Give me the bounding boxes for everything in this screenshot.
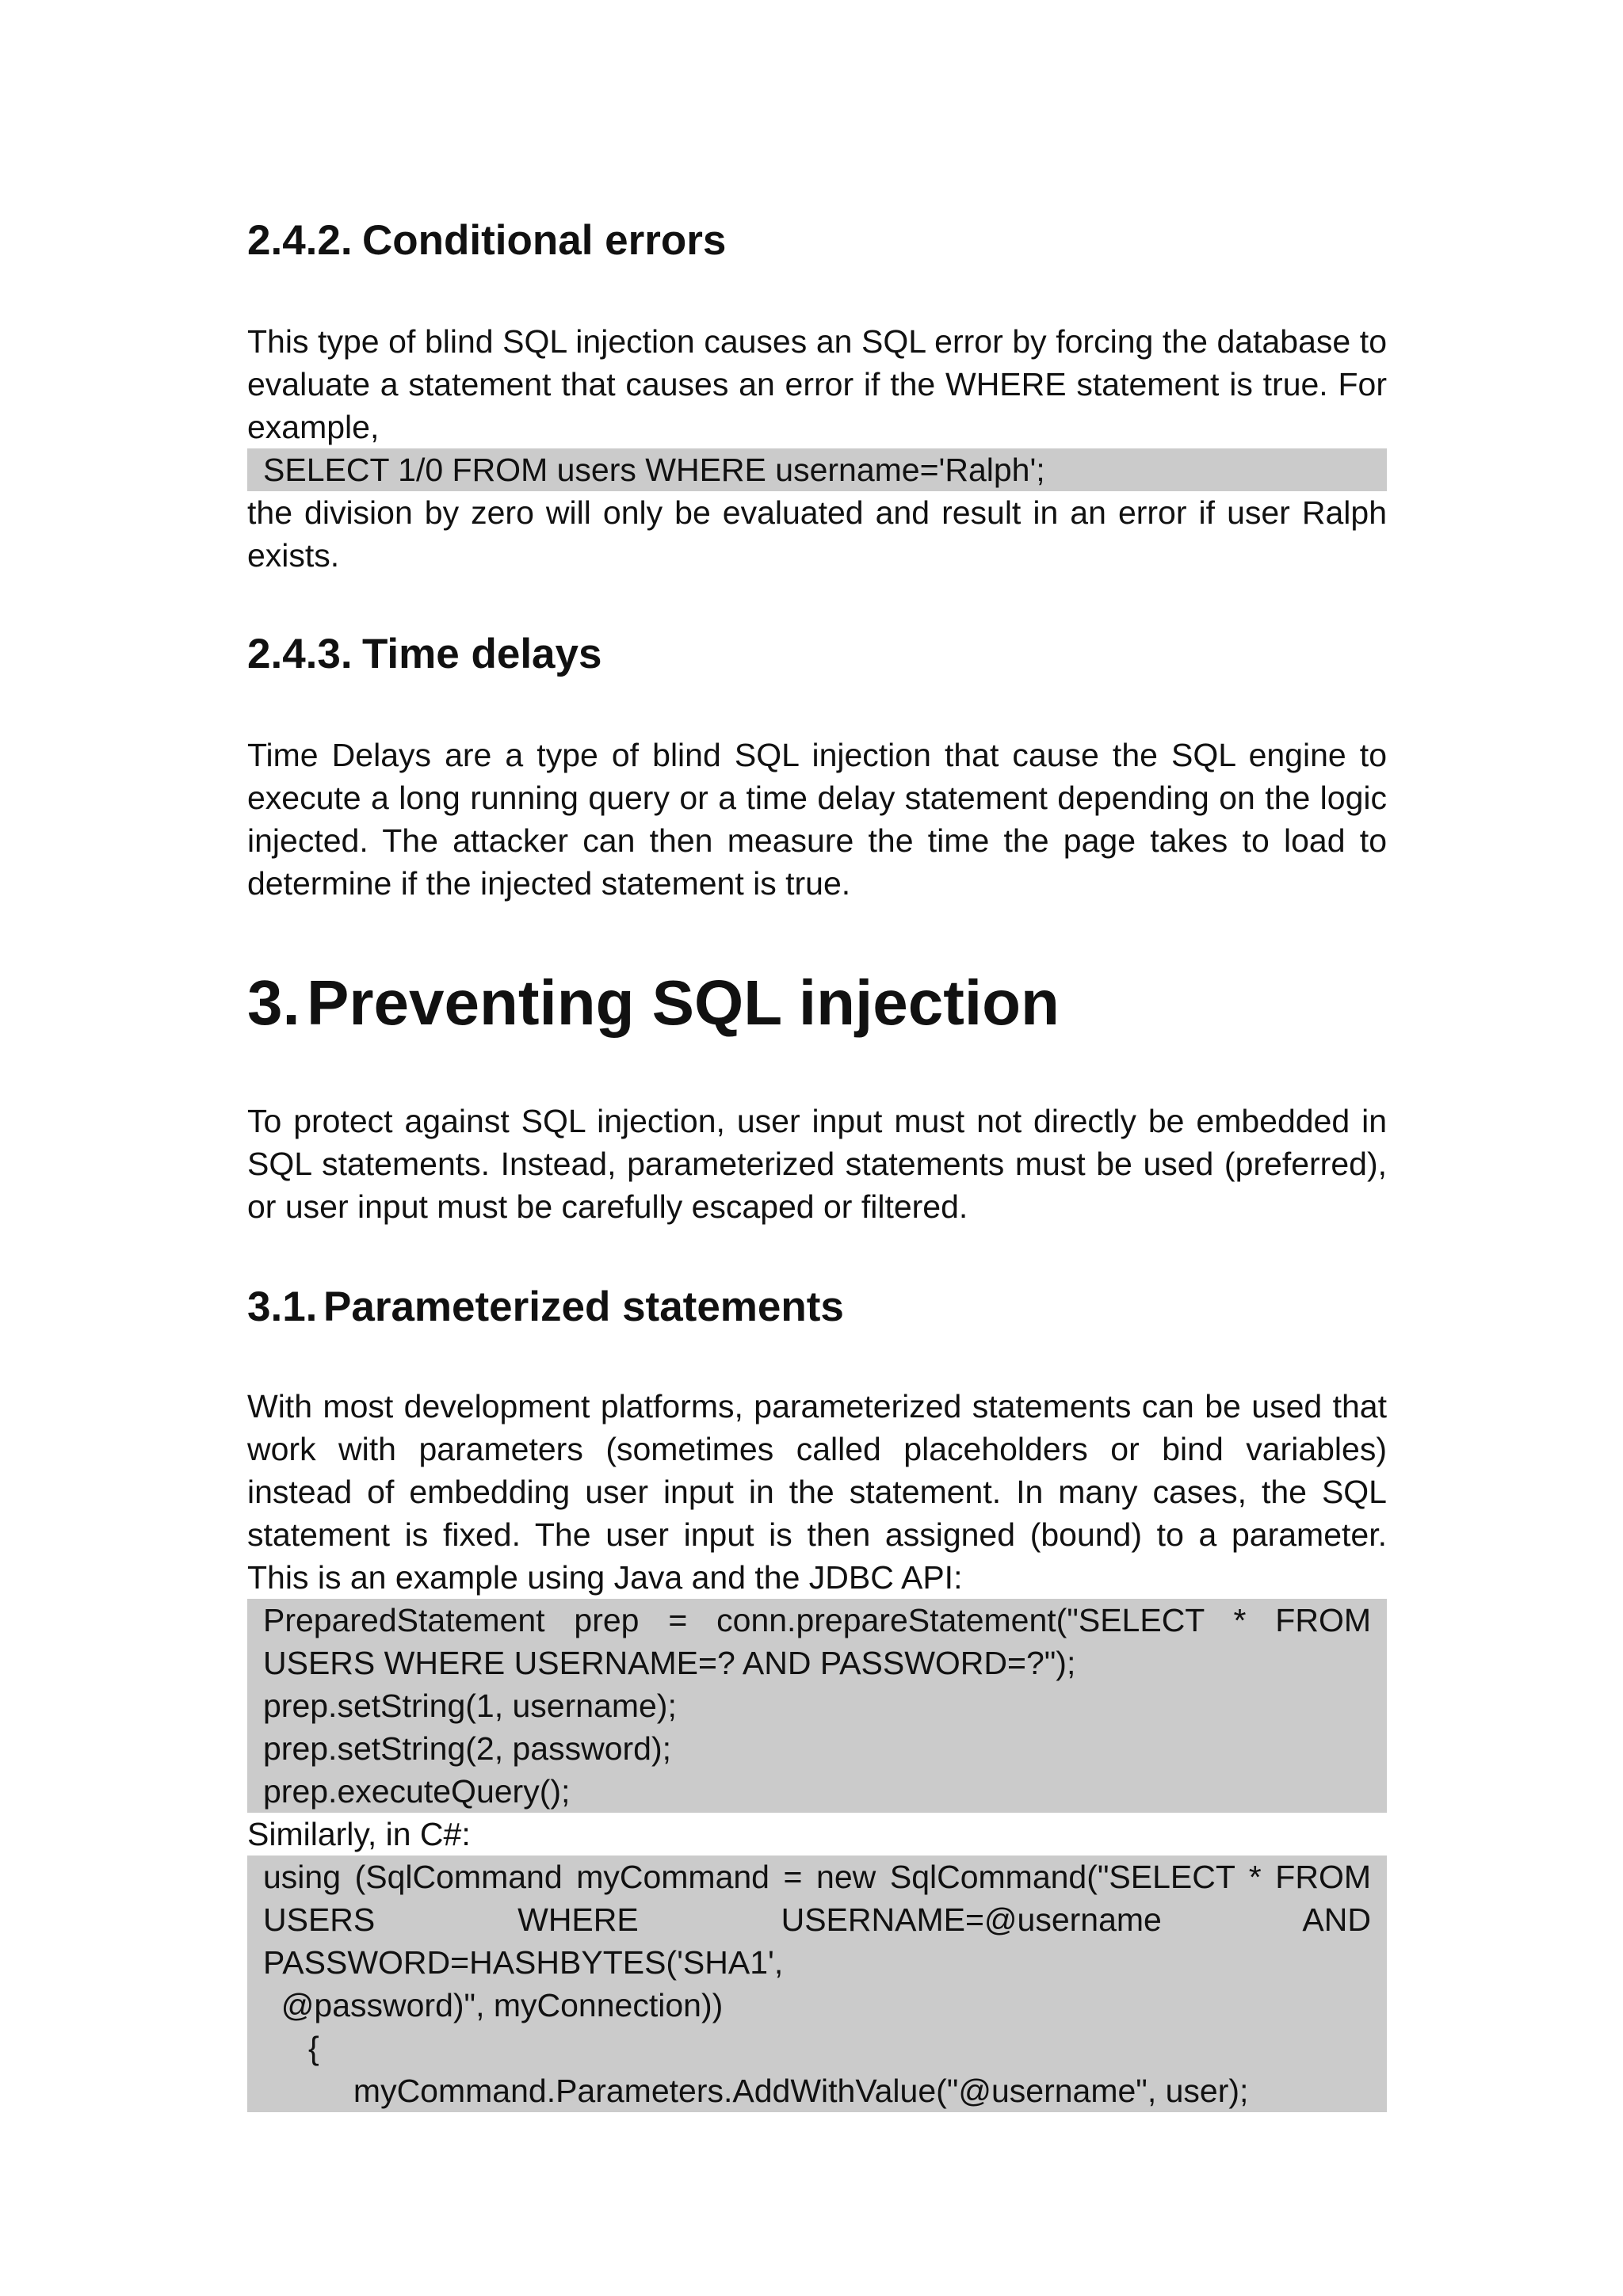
section-number: 2.4.2. — [247, 217, 353, 264]
text-line: example, — [247, 409, 380, 445]
code-block-csharp — [247, 1855, 1387, 2112]
code-line: prep.executeQuery(); — [263, 1773, 571, 1810]
text-line: statement is fixed. The user input is then assigned (bound) to a parameter. — [247, 1516, 1387, 1553]
text-line: With most development platforms, parameterized statements can be used that — [247, 1388, 1387, 1425]
chapter-title: Preventing SQL injection — [307, 967, 1060, 1038]
chapter-number: 3. — [247, 967, 300, 1038]
paragraph-conditional-errors — [247, 320, 1387, 448]
text-line: execute a long running query or a time delay statement depending on the logic — [247, 780, 1387, 816]
text-line: work with parameters (sometimes called placeholders or bind variables) — [247, 1431, 1387, 1467]
section-number: 3.1. — [247, 1283, 318, 1330]
chapter-heading-3 — [247, 965, 1060, 1041]
paragraph-division-by-zero — [247, 491, 1387, 577]
text-line: determine if the injected statement is true. — [247, 865, 851, 902]
code-line: myCommand.Parameters.AddWithValue("@username", user); — [263, 2073, 1249, 2109]
text-line: evaluate a statement that causes an error if the WHERE statement is true. For — [247, 366, 1387, 402]
code-line: SELECT 1/0 FROM users WHERE username='Ralph'; — [263, 452, 1045, 488]
section-title: Conditional errors — [362, 217, 727, 264]
text-line: Time Delays are a type of blind SQL injection that cause the SQL engine to — [247, 737, 1387, 773]
section-heading-2-4-3 — [247, 629, 601, 680]
code-line: PreparedStatement prep = conn.prepareStatement("SELECT * FROM — [263, 1602, 1371, 1638]
section-heading-3-1 — [247, 1282, 844, 1333]
text-line: instead of embedding user input in the statement. In many cases, the SQL — [247, 1474, 1387, 1510]
code-line: prep.setString(2, password); — [263, 1730, 672, 1767]
text-line: SQL statements. Instead, parameterized statements must be used (preferred), — [247, 1146, 1387, 1182]
code-line: PASSWORD=HASHBYTES('SHA1', — [263, 1944, 784, 1981]
paragraph-parameterized-statements — [247, 1385, 1387, 1599]
code-line: { — [263, 2030, 319, 2066]
text-line: injected. The attacker can then measure the time the page takes to load to — [247, 822, 1387, 859]
code-block-sql-example — [247, 448, 1387, 491]
code-block-java-jdbc — [247, 1599, 1387, 1813]
text-line: or user input must be carefully escaped or filtered. — [247, 1188, 968, 1225]
label-similarly-csharp: Similarly, in C#: — [247, 1816, 471, 1852]
code-line: USERS WHERE USERNAME=@username AND — [263, 1901, 1371, 1938]
code-line: prep.setString(1, username); — [263, 1688, 677, 1724]
text-line: the division by zero will only be evaluated and result in an error if user Ralph — [247, 494, 1387, 531]
code-line: using (SqlCommand myCommand = new SqlCommand("SELECT * FROM — [263, 1859, 1371, 1895]
section-heading-2-4-2 — [247, 215, 726, 266]
code-line: USERS WHERE USERNAME=? AND PASSWORD=?"); — [263, 1645, 1076, 1681]
section-title: Parameterized statements — [323, 1283, 844, 1330]
paragraph-preventing-injection — [247, 1100, 1387, 1228]
text-line: This type of blind SQL injection causes an SQL error by forcing the database to — [247, 323, 1387, 360]
code-line: @password)", myConnection)) — [263, 1987, 724, 2023]
section-title: Time delays — [362, 631, 602, 677]
text-line: To protect against SQL injection, user input must not directly be embedded in — [247, 1103, 1387, 1139]
text-line: exists. — [247, 537, 340, 574]
section-number: 2.4.3. — [247, 631, 353, 677]
text-line: This is an example using Java and the JDBC API: — [247, 1559, 963, 1596]
paragraph-time-delays — [247, 734, 1387, 905]
